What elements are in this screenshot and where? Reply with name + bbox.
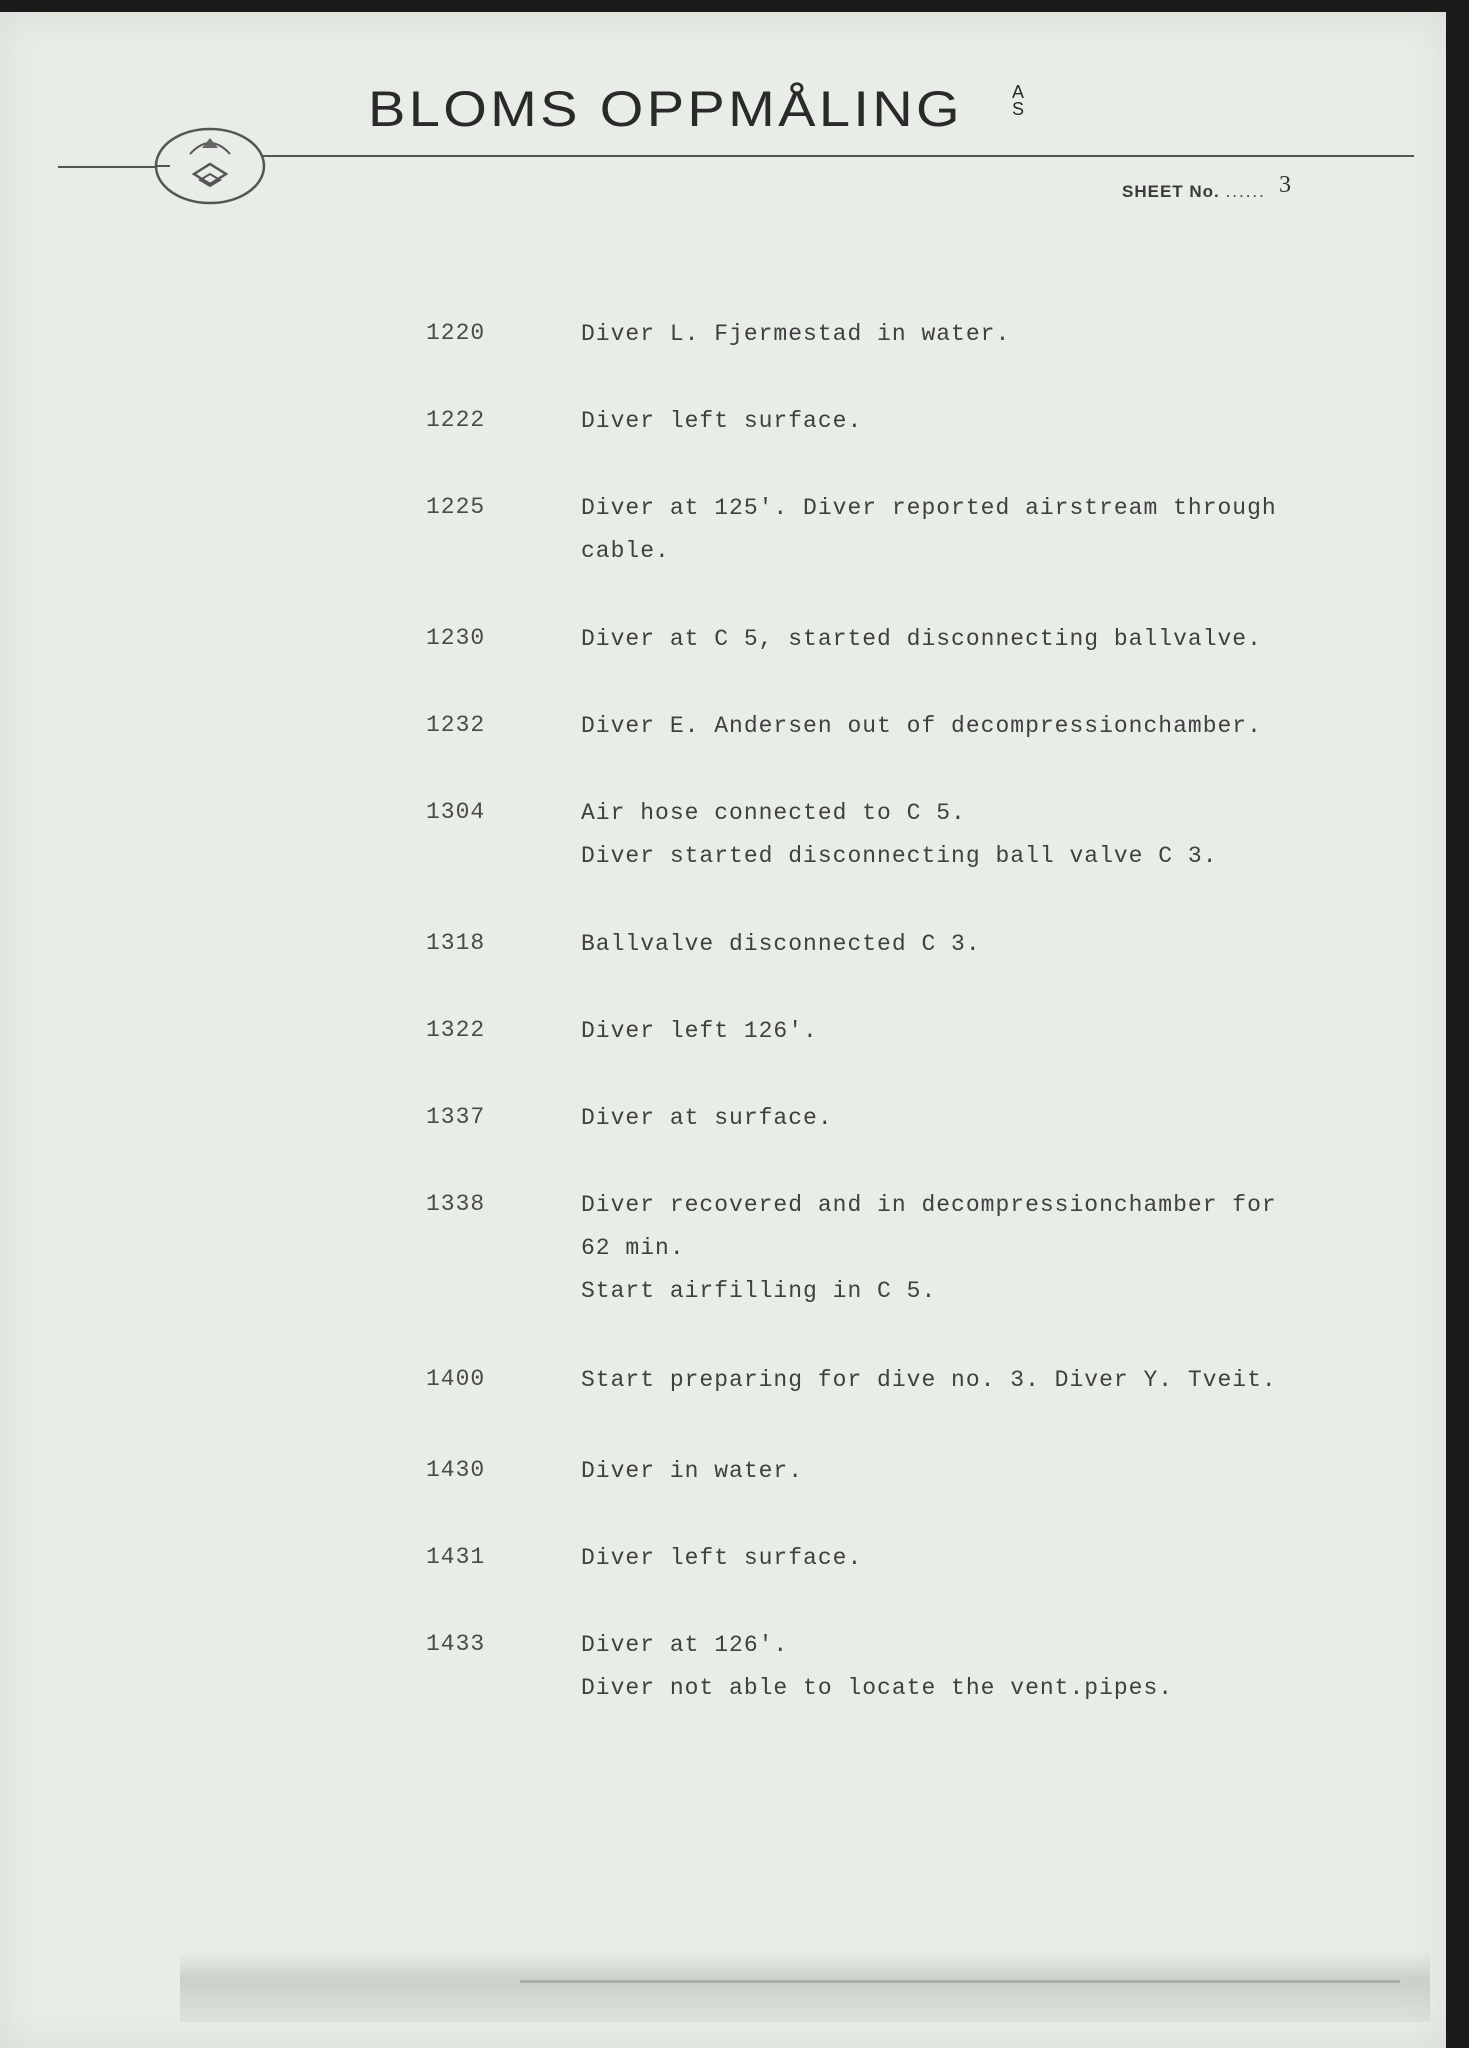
log-line: Start preparing for dive no. 3. Diver Y. Tveit. (581, 1367, 1277, 1393)
log-text (581, 1631, 1341, 1717)
log-line: Diver at surface. (581, 1105, 833, 1131)
log-line: Diver left surface. (581, 408, 863, 434)
header-rule (262, 155, 1414, 157)
log-time: 1337 (426, 1104, 486, 1130)
log-time: 1232 (426, 712, 486, 738)
log-text (581, 799, 1341, 885)
sheet-dots: ...... (1225, 182, 1266, 201)
log-time: 1322 (426, 1017, 486, 1043)
log-time: 1318 (426, 930, 486, 956)
log-text (581, 712, 1341, 755)
scan-edge-line (520, 1980, 1400, 1983)
log-time: 1338 (426, 1191, 486, 1217)
log-text (581, 1366, 1341, 1409)
company-suffix-bottom: S (1011, 99, 1024, 119)
log-text (581, 407, 1341, 450)
log-line: Diver not able to locate the vent.pipes. (581, 1675, 1174, 1701)
sheet-label: SHEET No. (1122, 182, 1220, 201)
log-text (581, 1191, 1341, 1320)
log-line: Diver in water. (581, 1458, 804, 1484)
log-time: 1225 (426, 494, 486, 520)
log-line: Diver at 125'. Diver reported airstream through (581, 495, 1277, 521)
scan-smudge (180, 1952, 1430, 2022)
log-time: 1433 (426, 1631, 486, 1657)
log-time: 1230 (426, 625, 486, 651)
company-logo-icon (150, 124, 270, 208)
company-suffix (1010, 84, 1026, 118)
log-time: 1400 (426, 1366, 486, 1392)
log-text (581, 1104, 1341, 1147)
log-line: Diver L. Fjermestad in water. (581, 321, 1011, 347)
log-line: Diver started disconnecting ball valve C 3. (581, 843, 1218, 869)
header-rule-left (58, 166, 156, 168)
log-time: 1304 (426, 799, 486, 825)
company-name: BLOMS OPPMÅLING (368, 81, 963, 137)
log-line: Diver at 126'. (581, 1632, 789, 1658)
log-time: 1431 (426, 1544, 486, 1570)
log-time: 1430 (426, 1457, 486, 1483)
log-line: Diver left 126'. (581, 1018, 818, 1044)
log-line: Diver E. Andersen out of decompressionchamber. (581, 713, 1262, 739)
log-text (581, 1544, 1341, 1587)
sheet-number-value: 3 (1279, 172, 1291, 198)
log-text (581, 1457, 1341, 1500)
log-line: Ballvalve disconnected C 3. (581, 931, 981, 957)
log-text (581, 1017, 1341, 1060)
company-suffix-top: A (1011, 82, 1024, 102)
log-line: Air hose connected to C 5. (581, 800, 966, 826)
log-text (581, 494, 1341, 580)
log-line: Diver left surface. (581, 1545, 863, 1571)
log-text (581, 625, 1341, 668)
log-time: 1222 (426, 407, 486, 433)
sheet-number-label (1122, 182, 1266, 202)
log-line: Diver at C 5, started disconnecting ballvalve. (581, 626, 1262, 652)
document-page (0, 12, 1446, 2048)
log-line: cable. (581, 538, 670, 564)
log-line: Start airfilling in C 5. (581, 1278, 937, 1304)
log-text (581, 930, 1341, 973)
log-text (581, 320, 1341, 363)
log-line: 62 min. (581, 1235, 685, 1261)
log-line: Diver recovered and in decompressionchamber for (581, 1192, 1277, 1218)
log-time: 1220 (426, 320, 486, 346)
